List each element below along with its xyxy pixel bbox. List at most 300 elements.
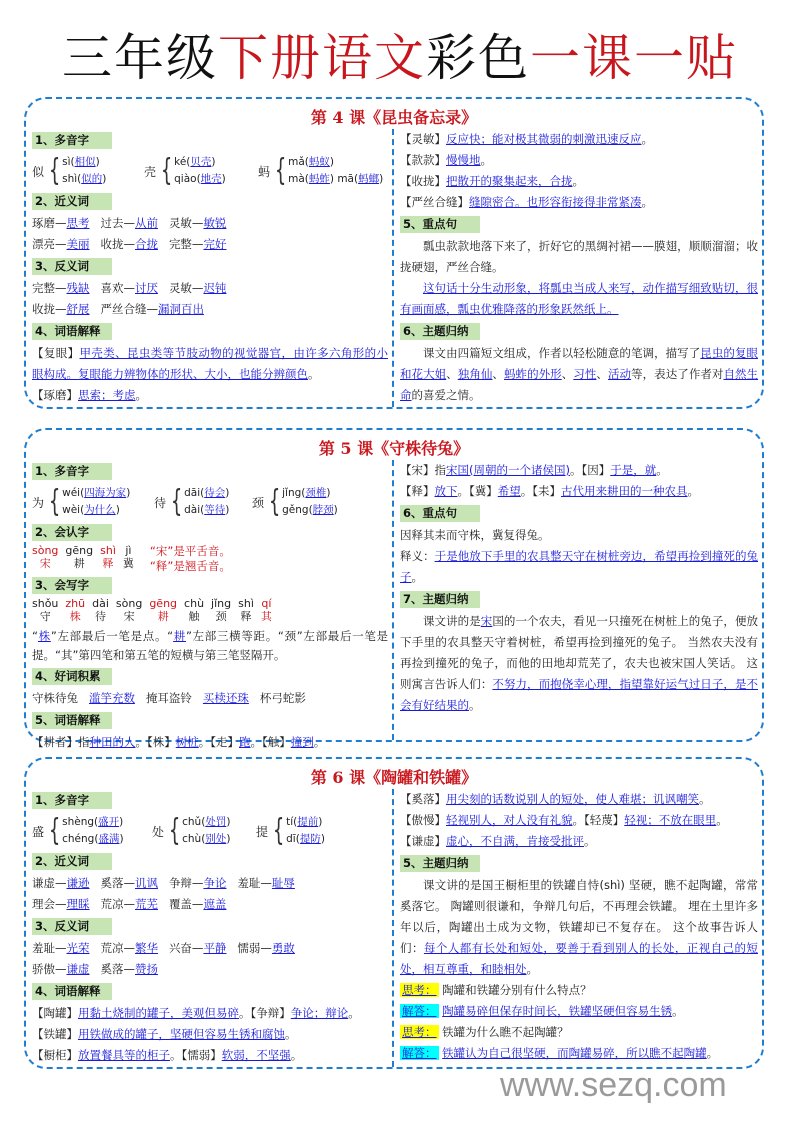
punct: 。 xyxy=(411,570,423,584)
text: 课文由四篇短文组成，作者以轻松随意的笔调，描写了 xyxy=(423,346,701,360)
section-heading: 1、多音字 xyxy=(32,132,112,149)
word: 骄傲— xyxy=(32,962,67,976)
word-link[interactable]: 谦虚 xyxy=(66,962,90,976)
word-link[interactable]: 光荣 xyxy=(66,941,90,955)
brace-icon: { xyxy=(48,813,61,848)
word: 理会— xyxy=(32,897,67,911)
definition-link[interactable]: 用黏土烧制的罐子，美观但易碎 xyxy=(78,1006,239,1020)
brace-icon: { xyxy=(48,484,61,519)
term: 【复眼】 xyxy=(32,346,80,360)
section-heading: 4、词语解释 xyxy=(32,983,112,1000)
pinyin: tí xyxy=(286,816,294,828)
term: 【宋】指 xyxy=(400,463,446,477)
word-link[interactable]: 为什么 xyxy=(84,504,116,516)
polyphone-char: 处 xyxy=(152,824,165,839)
word-pair-row xyxy=(32,894,388,915)
lesson-6-card xyxy=(24,757,764,1069)
text: 、 xyxy=(596,367,608,381)
definition-entry xyxy=(400,192,758,213)
polyphone-item: 待 { dāi(待会) dài(等待) xyxy=(154,484,230,519)
title-part: 下册语文 xyxy=(218,29,426,87)
definition-entry xyxy=(400,831,758,852)
write-chars xyxy=(32,597,388,627)
term: 【铁罐】 xyxy=(32,1027,78,1041)
text-link[interactable]: 独角仙 xyxy=(457,367,493,381)
word: 奚落— xyxy=(100,962,135,976)
term: 【灵敏】 xyxy=(400,132,446,146)
text-link[interactable]: 不努力，而抱侥幸心理，指望靠好运气过日子，是不会有好结果的 xyxy=(400,677,759,712)
word-link[interactable]: 盛满 xyxy=(98,833,120,845)
definition-link[interactable]: 缝隙密合。也形容衔接得非常紧凑 xyxy=(469,195,642,209)
text-link[interactable]: 每个人都有长处和短处，要善于看到别人的长处，正视自己的短处，相互尊重，和睦相处 xyxy=(400,941,759,976)
text-link[interactable]: 自然生命 xyxy=(400,367,759,402)
term: 【收拢】 xyxy=(400,174,446,188)
answer-link[interactable]: 铁罐认为自己很坚硬，而陶罐易碎，所以瞧不起陶罐 xyxy=(442,1046,707,1060)
theme-summary xyxy=(400,343,758,406)
section-heading: 6、主题归纳 xyxy=(400,323,480,340)
pinyin: chéng xyxy=(62,833,95,845)
word: 完整— xyxy=(32,281,67,295)
term: 【款款】 xyxy=(400,153,446,167)
text: 、 xyxy=(492,367,504,381)
char-with-pinyin: dài 待 xyxy=(92,597,109,623)
polyphone-char: 颈 xyxy=(252,495,265,510)
char-with-pinyin: shǒu 守 xyxy=(32,597,59,623)
page-title xyxy=(0,28,800,88)
word-link[interactable]: 敏锐 xyxy=(203,216,227,230)
word-link[interactable]: 地壳 xyxy=(200,173,222,185)
word-link[interactable]: 赞扬 xyxy=(134,962,158,976)
polyphone-char: 壳 xyxy=(144,164,157,179)
text: 等，表达了作者对 xyxy=(631,367,724,381)
lesson-4-left-column xyxy=(32,129,388,407)
word-link[interactable]: 颈椎 xyxy=(305,487,327,499)
definition-link[interactable]: 希望 xyxy=(497,484,521,498)
word: 灵敏— xyxy=(168,216,204,230)
word-link[interactable]: 似的 xyxy=(81,173,103,185)
polyphone-char: 似 xyxy=(32,164,45,179)
definition-link[interactable]: 把散开的聚集起来，合拢 xyxy=(446,174,573,188)
title-part: 三年级 xyxy=(62,29,218,87)
polyphone-item: 颈 { jǐng(颈椎) gěng(脖颈) xyxy=(252,484,338,519)
theme-summary xyxy=(400,611,758,716)
definition-link[interactable]: 慢慢地 xyxy=(446,153,481,167)
definition-entry xyxy=(32,1024,388,1045)
writing-tip xyxy=(32,627,388,665)
pinyin: wèi xyxy=(62,504,81,516)
pinyin: mǎ xyxy=(288,156,305,168)
polyphone-char: 待 xyxy=(154,495,167,510)
word: 严丝合缝— xyxy=(100,302,158,316)
text: 、 xyxy=(446,367,458,381)
pinyin: sì xyxy=(62,156,71,168)
char-with-pinyin: shì 释 xyxy=(100,544,116,570)
recognize-chars xyxy=(32,544,388,574)
punct: 。 xyxy=(641,195,653,209)
text-link[interactable]: 习性 xyxy=(573,367,597,381)
word: 过去— xyxy=(100,216,135,230)
word-link[interactable]: 理睬 xyxy=(66,897,90,911)
definition-entry xyxy=(32,732,388,753)
punct: 。 xyxy=(348,1006,360,1020)
word: 收拢— xyxy=(32,302,67,316)
polyphone-list xyxy=(32,812,388,850)
key-sentence: 因释其耒而守株，冀复得兔。 xyxy=(400,528,550,542)
term: 【奚落】 xyxy=(400,792,446,806)
lesson-5-right-column xyxy=(392,460,758,740)
text: 的喜爱之情。 xyxy=(411,388,481,402)
section-heading: 4、词语解释 xyxy=(32,323,112,340)
word-link[interactable]: 完好 xyxy=(203,237,227,251)
word: 争辩— xyxy=(168,876,204,890)
punct: 。 xyxy=(687,484,699,498)
word-link[interactable]: 处罚 xyxy=(205,816,227,828)
definition-link[interactable]: 树桩 xyxy=(175,735,199,749)
text-link[interactable]: 宋 xyxy=(480,614,493,628)
section-heading: 7、主题归纳 xyxy=(400,591,480,608)
pinyin: chù xyxy=(182,833,202,845)
word-link[interactable]: 遮盖 xyxy=(203,897,227,911)
word-pair-row xyxy=(32,278,388,299)
punct: 。 xyxy=(135,388,147,402)
brace-icon: { xyxy=(268,484,281,519)
term: 。【冀】 xyxy=(457,484,498,498)
word-link[interactable]: 贝壳 xyxy=(190,156,212,168)
lesson-4-card xyxy=(24,97,764,409)
definition-link[interactable]: 撞到 xyxy=(290,735,314,749)
word: 喜欢— xyxy=(100,281,135,295)
punct: 。 xyxy=(706,1046,719,1060)
brace-icon: { xyxy=(160,153,173,188)
think-question xyxy=(400,980,758,1001)
polyphone-item: 似 { sì(相似) shì(似的) xyxy=(32,153,107,188)
word-link[interactable]: 勇敢 xyxy=(271,941,295,955)
term: 。【因】 xyxy=(569,463,611,477)
word-link[interactable]: 合拢 xyxy=(134,237,158,251)
question-text: 陶罐和铁罐分别有什么特点？ xyxy=(442,983,592,997)
definition-link[interactable]: 反应快；能对极其微弱的刺激迅速反应 xyxy=(446,132,642,146)
think-label: 思考： xyxy=(402,1025,437,1039)
text: ”左部三横等距。“颈”左部最后一笔是提。“其”第四笔和第五笔的短横与第三笔竖隔开。 xyxy=(32,629,389,662)
word-link[interactable]: 平静 xyxy=(203,941,227,955)
think-label: 思考： xyxy=(402,983,437,997)
key-sentence-comment xyxy=(400,278,758,320)
word-link[interactable]: 买椟还珠 xyxy=(202,691,249,705)
definition-link[interactable]: 宋国(周朝的一个诸侯国) xyxy=(446,463,570,477)
section-heading: 5、重点句 xyxy=(400,216,480,233)
word-link[interactable]: 残缺 xyxy=(66,281,90,295)
word-link[interactable]: 提防 xyxy=(299,833,321,845)
definition-entry xyxy=(32,343,388,385)
comment-link[interactable]: 这句话十分生动形象，将瓢虫当成人来写，动作描写细致贴切，很有画面感，瓢虫优雅降落的形象跃然纸上。 xyxy=(400,281,758,316)
char-with-pinyin: jǐng 颈 xyxy=(211,597,232,623)
section-heading: 3、反义词 xyxy=(32,258,112,275)
definition-link[interactable]: 轻视；不放在眼里 xyxy=(624,813,717,827)
text: 国的一个农夫，看见一只撞死在树桩上的兔子，便放下手里的农具整天守着树桩，希望再捡到撞死的兔子。 当然农夫没有再捡到撞死的兔子，而他的田地却荒芜了，农夫也被宋国人笑话。 这则寓言告诉人们： xyxy=(400,614,759,691)
word-link[interactable]: 谦逊 xyxy=(66,876,90,890)
key-sentence-meaning xyxy=(400,546,758,588)
definition-link[interactable]: 种田的人 xyxy=(89,735,136,749)
pinyin: dāi xyxy=(184,487,201,499)
punct: 。 xyxy=(584,834,596,848)
punct: 。 xyxy=(672,1004,684,1018)
definition-entry xyxy=(400,789,758,810)
lesson-title: 第 5 课《守株待兔》 xyxy=(318,439,470,458)
definition-link[interactable]: 虚心，不自满，肯接受批评 xyxy=(446,834,584,848)
brace-icon: { xyxy=(272,813,285,848)
answer xyxy=(400,1001,758,1022)
brace-icon: { xyxy=(274,153,287,188)
punct: 。 xyxy=(716,813,728,827)
polyphone-list xyxy=(32,483,388,521)
polyphone-char: 蚂 xyxy=(258,164,271,179)
char-with-pinyin: gēng 耕 xyxy=(65,544,94,570)
lesson-5-card xyxy=(24,428,764,749)
char-with-pinyin: qí 其 xyxy=(260,597,272,623)
definition-link[interactable]: 争论；辩论 xyxy=(290,1006,349,1020)
brace-icon: { xyxy=(170,484,183,519)
polyphone-item: 为 { wéi(四海为家) wèi(为什么) xyxy=(32,484,131,519)
text-link[interactable]: 活动 xyxy=(607,367,632,381)
polyphone-item: 壳 { ké(贝壳) qiào(地壳) xyxy=(144,153,226,188)
word: 羞耻— xyxy=(32,941,67,955)
section-heading: 2、近义词 xyxy=(32,853,112,870)
punct: 。 xyxy=(308,367,320,381)
term: 。【懦弱】 xyxy=(170,1048,222,1062)
section-heading: 1、多音字 xyxy=(32,463,112,480)
section-heading: 3、反义词 xyxy=(32,918,112,935)
word-link[interactable]: 讥讽 xyxy=(134,876,158,890)
pinyin: chǔ xyxy=(182,816,202,828)
definition-entry xyxy=(400,481,758,502)
key-sentence: 瓢虫款款地落下来了，折好它的黑绸衬裙——膜翅，顺顺溜溜；收拢硬翅，严丝合缝。 xyxy=(400,239,758,274)
term: 【严丝合缝】 xyxy=(400,195,469,209)
polyphone-char: 提 xyxy=(256,824,269,839)
definition-link[interactable]: 软弱，不坚强 xyxy=(221,1048,291,1062)
lesson-6-left-column xyxy=(32,789,388,1067)
word-link[interactable]: 脖颈 xyxy=(312,504,334,516)
word-pair-row xyxy=(32,959,388,980)
text: ”左部最后一笔是点。“ xyxy=(50,629,174,643)
definition-link[interactable]: 甲壳类、昆虫类等节肢动物的视觉器官，由许多六角形的小眼构成。复眼能力辨物体的形状、大小，也能分辨颜色 xyxy=(32,346,389,381)
question-text: 铁罐为什么瞧不起陶罐？ xyxy=(442,1025,569,1039)
definition-entry xyxy=(32,1003,388,1024)
char-with-pinyin: chù 触 xyxy=(184,597,205,623)
definition-link[interactable]: 用尖刻的话数说别人的短处，使人难堪；讥讽嘲笑 xyxy=(446,792,699,806)
text-link[interactable]: 蚂蚱的外形 xyxy=(503,367,562,381)
answer-label: 解答： xyxy=(402,1004,437,1018)
word-pair-row xyxy=(32,938,388,959)
definition-link[interactable]: 轻视别人，对人没有礼貌 xyxy=(446,813,573,827)
word-link[interactable]: 荒芜 xyxy=(134,897,158,911)
good-words-row xyxy=(32,688,388,709)
think-question xyxy=(400,1022,758,1043)
pinyin: gěng xyxy=(282,504,309,516)
word: 琢磨— xyxy=(32,216,67,230)
text: 课文讲的是 xyxy=(423,614,481,628)
term: 【橱柜】 xyxy=(32,1048,78,1062)
definition-entry xyxy=(400,129,758,150)
word-pair-row xyxy=(32,299,388,320)
word-link[interactable]: 美丽 xyxy=(66,237,90,251)
word-link[interactable]: 相似 xyxy=(74,156,96,168)
word: 荒凉— xyxy=(100,897,135,911)
word-link[interactable]: 滥竽充数 xyxy=(88,691,135,705)
answer-link[interactable]: 陶罐易碎但保存时间长，铁罐坚硬但容易生锈 xyxy=(442,1004,673,1018)
char-with-pinyin: gēng 耕 xyxy=(149,597,178,623)
word: 覆盖— xyxy=(168,897,204,911)
word-link[interactable]: 蚂蚁 xyxy=(308,156,330,168)
text: 课文讲的是国王橱柜里的铁罐自恃(shì) 坚硬，瞧不起陶罐，常常奚落它。 陶罐则很谦和，争辩几句后，不再理会铁罐。 埋在土里许多年以后，陶罐出土成为文物，铁罐却已不复存在。 这个故事告诉人们： xyxy=(400,878,758,955)
word-link[interactable]: 待会 xyxy=(204,487,226,499)
pinyin: jǐng xyxy=(282,487,302,499)
word-pair-row xyxy=(32,234,388,255)
definition-link[interactable]: 思索；考虑 xyxy=(78,388,136,402)
char-with-pinyin: jì 冀 xyxy=(122,544,134,570)
text-link[interactable]: 昆虫的复眼和花大姐 xyxy=(400,346,759,381)
section-heading: 3、会写字 xyxy=(32,577,112,594)
punct: 。 xyxy=(572,174,584,188)
word-link[interactable]: 漏洞百出 xyxy=(157,302,204,316)
char-with-pinyin: zhū 株 xyxy=(65,597,86,623)
word-link[interactable]: 耻辱 xyxy=(271,876,295,890)
definition-entry xyxy=(32,385,388,406)
word-pair-row xyxy=(32,873,388,894)
term: 。【走】 xyxy=(198,735,239,749)
char-with-pinyin: shì 释 xyxy=(238,597,254,623)
pinyin: qiào xyxy=(174,173,197,185)
definition-entry xyxy=(400,171,758,192)
answer xyxy=(400,1043,758,1064)
polyphone-item: 盛 { shèng(盛开) chéng(盛满) xyxy=(32,813,124,848)
term: 。【株】 xyxy=(135,735,176,749)
text-link[interactable]: 耕 xyxy=(173,629,186,643)
word-link[interactable]: 争论 xyxy=(203,876,227,890)
title-part: 彩色 xyxy=(426,29,530,87)
section-heading: 2、近义词 xyxy=(32,193,112,210)
word: 守株待兔 xyxy=(32,691,78,705)
pinyin: wéi xyxy=(62,487,81,499)
text: 。 xyxy=(526,962,538,976)
definition-entry xyxy=(400,810,758,831)
lesson-6-right-column xyxy=(392,789,758,1067)
term: 。【耒】 xyxy=(520,484,561,498)
word: 奚落— xyxy=(100,876,135,890)
section-heading: 1、多音字 xyxy=(32,792,112,809)
word-link[interactable]: 讨厌 xyxy=(134,281,158,295)
lesson-5-left-column xyxy=(32,460,389,749)
punct: 。 xyxy=(480,153,492,167)
lesson-title: 第 4 课《昆虫备忘录》 xyxy=(310,108,478,127)
polyphone-item: 处 { chǔ(处罚) chù(别处) xyxy=(152,813,231,848)
word: 掩耳盗铃 xyxy=(145,691,192,705)
word: 灵敏— xyxy=(168,281,204,295)
term: 。【争辩】 xyxy=(239,1006,291,1020)
word-link[interactable]: 四海为家 xyxy=(84,487,127,499)
pronunciation-note: “释”是翘舌音。 xyxy=(149,559,231,573)
definition-link[interactable]: 跑 xyxy=(239,735,251,749)
word: 漂亮— xyxy=(32,237,67,251)
char-with-pinyin: sòng 宋 xyxy=(32,544,59,570)
polyphone-item: 提 { tí(提前) dī(提防) xyxy=(256,813,325,848)
section-heading: 2、会认字 xyxy=(32,524,112,541)
section-heading: 5、主题归纳 xyxy=(400,855,480,872)
word-link[interactable]: 蚂螂 xyxy=(358,173,380,185)
word-link[interactable]: 舒展 xyxy=(66,302,90,316)
lesson-title: 第 6 课《陶罐和铁罐》 xyxy=(310,768,478,787)
brace-icon: { xyxy=(48,153,61,188)
section-heading: 5、词语解释 xyxy=(32,712,112,729)
term: 【琢磨】 xyxy=(32,388,78,402)
pinyin: dài xyxy=(184,504,201,516)
word: 杯弓蛇影 xyxy=(259,691,306,705)
text: 。 xyxy=(469,698,481,712)
word-link[interactable]: 蚂蚱 xyxy=(308,173,330,185)
punct: 。 xyxy=(699,792,711,806)
definition-link[interactable]: 用铁做成的罐子，坚硬但容易生锈和腐蚀 xyxy=(78,1027,285,1041)
section-heading: 6、重点句 xyxy=(400,505,480,522)
term: 【陶罐】 xyxy=(32,1006,78,1020)
meaning-link[interactable]: 于是他放下手里的农具整天守在树桩旁边，希望再捡到撞死的兔子 xyxy=(400,549,759,584)
word-link[interactable]: 等待 xyxy=(204,504,226,516)
word-link[interactable]: 提前 xyxy=(297,816,319,828)
word: 兴奋— xyxy=(168,941,204,955)
polyphone-list xyxy=(32,152,388,190)
label: 释义： xyxy=(400,549,435,563)
char-with-pinyin: sòng 宋 xyxy=(115,597,143,623)
text: 、 xyxy=(561,367,574,381)
definition-entry xyxy=(400,460,758,481)
definition-link[interactable]: 放置餐具等的柜子 xyxy=(78,1048,170,1062)
definition-link[interactable]: 放下 xyxy=(434,484,458,498)
word-link[interactable]: 别处 xyxy=(205,833,227,845)
word: 荒凉— xyxy=(100,941,135,955)
word: 收拢— xyxy=(100,237,135,251)
word-link[interactable]: 盛开 xyxy=(98,816,120,828)
brace-icon: { xyxy=(168,813,181,848)
word-link[interactable]: 从前 xyxy=(134,216,158,230)
lesson-4-right-column xyxy=(392,129,758,407)
text: “ xyxy=(32,629,38,643)
polyphone-char: 为 xyxy=(32,495,45,510)
polyphone-item: 蚂 { mǎ(蚂蚁) mà(蚂蚱) mā(蚂螂) xyxy=(258,153,384,188)
definition-entry xyxy=(400,150,758,171)
definition-link[interactable]: 于是，就 xyxy=(610,463,657,477)
term: 。【轻蔑】 xyxy=(572,813,625,827)
term: 【耕者】指 xyxy=(32,735,90,749)
polyphone-char: 盛 xyxy=(32,824,45,839)
term: 【谦虚】 xyxy=(400,834,446,848)
word: 谦虚— xyxy=(32,876,67,890)
answer-label: 解答： xyxy=(402,1046,437,1060)
word-link[interactable]: 思考 xyxy=(66,216,90,230)
pinyin: ké xyxy=(174,156,187,168)
definition-link[interactable]: 古代用来耕田的一种农具 xyxy=(561,484,688,498)
pronunciation-note: “宋”是平舌音。 xyxy=(149,544,231,558)
word: 羞耻— xyxy=(237,876,272,890)
punct: 。 xyxy=(313,735,326,749)
text-link[interactable]: 株 xyxy=(37,629,51,643)
word-pair-row xyxy=(32,213,388,234)
word-link[interactable]: 繁华 xyxy=(134,941,158,955)
punct: 。 xyxy=(285,1027,297,1041)
term: 【傲慢】 xyxy=(400,813,446,827)
word-link[interactable]: 迟钝 xyxy=(203,281,227,295)
pinyin: mā xyxy=(337,173,354,185)
punct: 。 xyxy=(656,463,668,477)
punct: 。 xyxy=(641,132,653,146)
punct: 。 xyxy=(290,1048,303,1062)
